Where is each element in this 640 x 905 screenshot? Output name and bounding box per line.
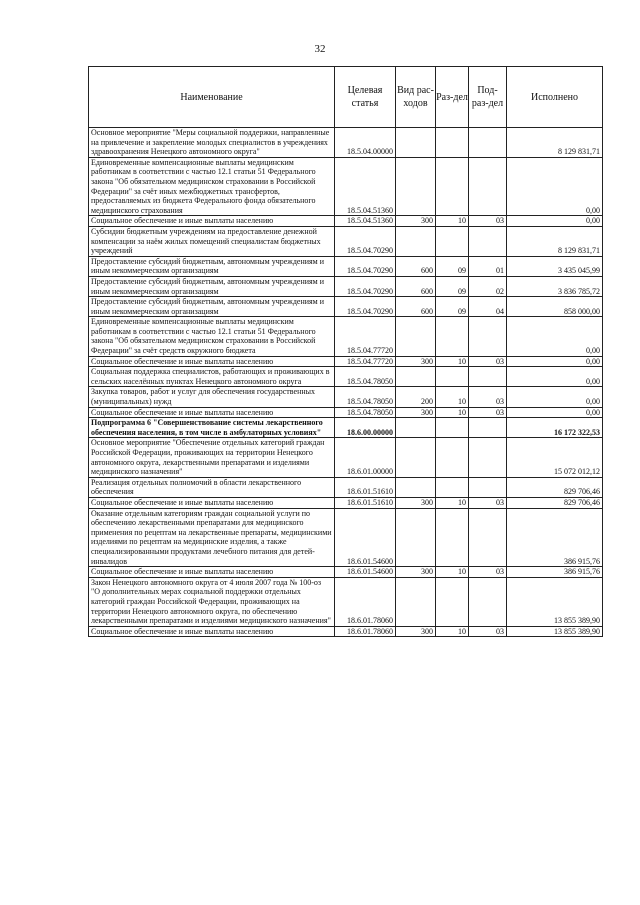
row-amount: 0,00 — [507, 367, 603, 387]
row-subsection — [469, 477, 507, 497]
row-subsection: 03 — [469, 387, 507, 407]
row-name: Подпрограмма 6 "Совершенствование системы лекарственного обеспечения населения, в том числе в амбулаторных условиях" — [89, 418, 335, 438]
row-code: 18.5.04.78050 — [335, 367, 396, 387]
row-code: 18.5.04.77720 — [335, 356, 396, 367]
row-expense-type — [396, 508, 436, 567]
row-code: 18.5.04.78050 — [335, 407, 396, 418]
row-name: Социальная поддержка специалистов, работающих и проживающих в сельских населённых пунктах Ненецкого автономного округа — [89, 367, 335, 387]
row-name: Предоставление субсидий бюджетным, автономным учреждениям и иным некоммерческим организациям — [89, 256, 335, 276]
row-name: Социальное обеспечение и иные выплаты населению — [89, 407, 335, 418]
table-row — [89, 297, 603, 317]
header-section: Раз-дел — [436, 67, 469, 128]
row-amount: 8 129 831,71 — [507, 226, 603, 256]
row-expense-type: 300 — [396, 626, 436, 637]
row-code: 18.6.01.54600 — [335, 567, 396, 578]
table-header-row — [89, 67, 603, 128]
row-subsection: 02 — [469, 276, 507, 296]
row-name: Социальное обеспечение и иные выплаты населению — [89, 626, 335, 637]
row-section — [436, 226, 469, 256]
row-subsection: 04 — [469, 297, 507, 317]
table-row — [89, 626, 603, 637]
row-code: 18.6.00.00000 — [335, 418, 396, 438]
row-code: 18.5.04.51360 — [335, 157, 396, 216]
row-amount: 0,00 — [507, 157, 603, 216]
row-subsection — [469, 508, 507, 567]
row-amount: 829 706,46 — [507, 497, 603, 508]
row-expense-type — [396, 477, 436, 497]
row-code: 18.6.01.00000 — [335, 438, 396, 477]
row-section — [436, 317, 469, 356]
row-code: 18.6.01.78060 — [335, 626, 396, 637]
row-subsection: 03 — [469, 356, 507, 367]
row-amount: 0,00 — [507, 407, 603, 418]
table-row — [89, 567, 603, 578]
row-section: 10 — [436, 497, 469, 508]
row-section: 09 — [436, 256, 469, 276]
table-row — [89, 128, 603, 158]
table-row — [89, 577, 603, 626]
row-section: 10 — [436, 567, 469, 578]
row-section — [436, 577, 469, 626]
row-section: 10 — [436, 356, 469, 367]
table-row — [89, 356, 603, 367]
row-expense-type: 600 — [396, 297, 436, 317]
row-section — [436, 418, 469, 438]
row-section — [436, 438, 469, 477]
row-code: 18.6.01.54600 — [335, 508, 396, 567]
row-name: Закупка товаров, работ и услуг для обеспечения государственных (муниципальных) нужд — [89, 387, 335, 407]
table-row — [89, 256, 603, 276]
row-subsection: 01 — [469, 256, 507, 276]
row-subsection — [469, 438, 507, 477]
row-subsection — [469, 157, 507, 216]
row-name: Субсидии бюджетным учреждениям на предоставление денежной компенсации за наём жилых помещений специалистам бюджетных учреждений — [89, 226, 335, 256]
table-row — [89, 387, 603, 407]
row-name: Социальное обеспечение и иные выплаты населению — [89, 216, 335, 227]
row-amount: 15 072 012,12 — [507, 438, 603, 477]
row-section: 10 — [436, 216, 469, 227]
row-expense-type — [396, 418, 436, 438]
row-subsection: 03 — [469, 216, 507, 227]
row-amount: 386 915,76 — [507, 508, 603, 567]
row-expense-type: 200 — [396, 387, 436, 407]
row-section — [436, 157, 469, 216]
table-row — [89, 407, 603, 418]
row-amount: 0,00 — [507, 387, 603, 407]
row-amount: 16 172 322,53 — [507, 418, 603, 438]
row-expense-type: 300 — [396, 567, 436, 578]
row-code: 18.5.04.00000 — [335, 128, 396, 158]
row-subsection — [469, 418, 507, 438]
table-row — [89, 367, 603, 387]
row-code: 18.5.04.70290 — [335, 226, 396, 256]
row-subsection — [469, 367, 507, 387]
header-name: Наименование — [89, 67, 335, 128]
row-expense-type — [396, 128, 436, 158]
row-expense-type — [396, 367, 436, 387]
row-code: 18.5.04.70290 — [335, 297, 396, 317]
row-amount: 3 836 785,72 — [507, 276, 603, 296]
row-subsection: 03 — [469, 626, 507, 637]
row-code: 18.5.04.77720 — [335, 317, 396, 356]
table-row — [89, 216, 603, 227]
page-number: 32 — [314, 43, 326, 55]
header-expense-type: Вид рас-ходов — [396, 67, 436, 128]
table-row — [89, 477, 603, 497]
row-code: 18.6.01.78060 — [335, 577, 396, 626]
budget-table — [88, 66, 603, 637]
row-name: Социальное обеспечение и иные выплаты населению — [89, 567, 335, 578]
row-subsection: 03 — [469, 567, 507, 578]
row-amount: 0,00 — [507, 216, 603, 227]
row-name: Социальное обеспечение и иные выплаты населению — [89, 497, 335, 508]
table-row — [89, 438, 603, 477]
row-section — [436, 508, 469, 567]
row-name: Предоставление субсидий бюджетным, автономным учреждениям и иным некоммерческим организациям — [89, 276, 335, 296]
row-section: 10 — [436, 626, 469, 637]
row-section: 10 — [436, 407, 469, 418]
row-subsection — [469, 226, 507, 256]
table-row — [89, 317, 603, 356]
row-section — [436, 477, 469, 497]
table-row — [89, 418, 603, 438]
row-section — [436, 367, 469, 387]
row-amount: 3 435 045,99 — [507, 256, 603, 276]
table-row — [89, 508, 603, 567]
row-section — [436, 128, 469, 158]
row-expense-type: 300 — [396, 356, 436, 367]
row-expense-type — [396, 577, 436, 626]
row-code: 18.6.01.51610 — [335, 477, 396, 497]
row-name: Единовременные компенсационные выплаты медицинским работникам в соответствии с частью 12.1 статьи 51 Федерального закона "Об обязательном медицинском страховании в Российской Федерации" за счёт средств окружного бюджета — [89, 317, 335, 356]
row-name: Закон Ненецкого автономного округа от 4 июля 2007 года № 100-оз "О дополнительных мерах социальной поддержки отдельных категорий граждан Российской Федерации, проживающих на территории Ненецкого автономного округа, по обеспечению лекарственными препаратами и изделиями медицинского назначения" — [89, 577, 335, 626]
row-subsection — [469, 577, 507, 626]
row-amount: 386 915,76 — [507, 567, 603, 578]
table-row — [89, 226, 603, 256]
row-name: Оказание отдельным категориям граждан социальной услуги по обеспечению лекарственными препаратами для медицинского применения по рецептам на лекарственные препараты, медицинскими изделиями по рецептам на медицинские изделия, а также специализированными продуктами лечебного питания для детей-инвалидов — [89, 508, 335, 567]
row-code: 18.5.04.78050 — [335, 387, 396, 407]
row-amount: 13 855 389,90 — [507, 626, 603, 637]
row-code: 18.5.04.70290 — [335, 276, 396, 296]
header-code: Целевая статья — [335, 67, 396, 128]
row-expense-type — [396, 226, 436, 256]
row-name: Основное мероприятие "Обеспечение отдельных категорий граждан Российской Федерации, проживающих на территории Ненецкого автономного округа, лекарственными препаратами и изделиями медицинского назначения" — [89, 438, 335, 477]
row-amount: 0,00 — [507, 356, 603, 367]
row-name: Предоставление субсидий бюджетным, автономным учреждениям и иным некоммерческим организациям — [89, 297, 335, 317]
row-amount: 13 855 389,90 — [507, 577, 603, 626]
row-code: 18.6.01.51610 — [335, 497, 396, 508]
row-name: Социальное обеспечение и иные выплаты населению — [89, 356, 335, 367]
table-row — [89, 276, 603, 296]
row-section: 10 — [436, 387, 469, 407]
table-row — [89, 497, 603, 508]
row-amount: 0,00 — [507, 317, 603, 356]
row-name: Реализация отдельных полномочий в области лекарственного обеспечения — [89, 477, 335, 497]
row-amount: 8 129 831,71 — [507, 128, 603, 158]
row-amount: 829 706,46 — [507, 477, 603, 497]
row-expense-type: 300 — [396, 407, 436, 418]
row-amount: 858 000,00 — [507, 297, 603, 317]
row-subsection: 03 — [469, 407, 507, 418]
row-subsection: 03 — [469, 497, 507, 508]
table-row — [89, 157, 603, 216]
row-name: Единовременные компенсационные выплаты медицинским работникам в соответствии с частью 12.1 статьи 51 Федерального закона "Об обязательном медицинском страховании в Российской Федерации" за счёт иных межбюджетных трансфертов, предоставляемых из бюджета Федерального фонда обязательного медицинского страхования — [89, 157, 335, 216]
row-subsection — [469, 317, 507, 356]
row-expense-type — [396, 157, 436, 216]
header-executed: Исполнено — [507, 67, 603, 128]
row-section: 09 — [436, 297, 469, 317]
row-expense-type: 300 — [396, 216, 436, 227]
row-expense-type: 600 — [396, 256, 436, 276]
row-name: Основное мероприятие "Меры социальной поддержки, направленные на привлечение и закрепление молодых специалистов в учреждениях здравоохранения Ненецкого автономного округа" — [89, 128, 335, 158]
row-code: 18.5.04.70290 — [335, 256, 396, 276]
row-expense-type: 600 — [396, 276, 436, 296]
row-code: 18.5.04.51360 — [335, 216, 396, 227]
row-expense-type: 300 — [396, 497, 436, 508]
row-expense-type — [396, 317, 436, 356]
header-subsection: Под-раз-дел — [469, 67, 507, 128]
row-subsection — [469, 128, 507, 158]
row-expense-type — [396, 438, 436, 477]
row-section: 09 — [436, 276, 469, 296]
